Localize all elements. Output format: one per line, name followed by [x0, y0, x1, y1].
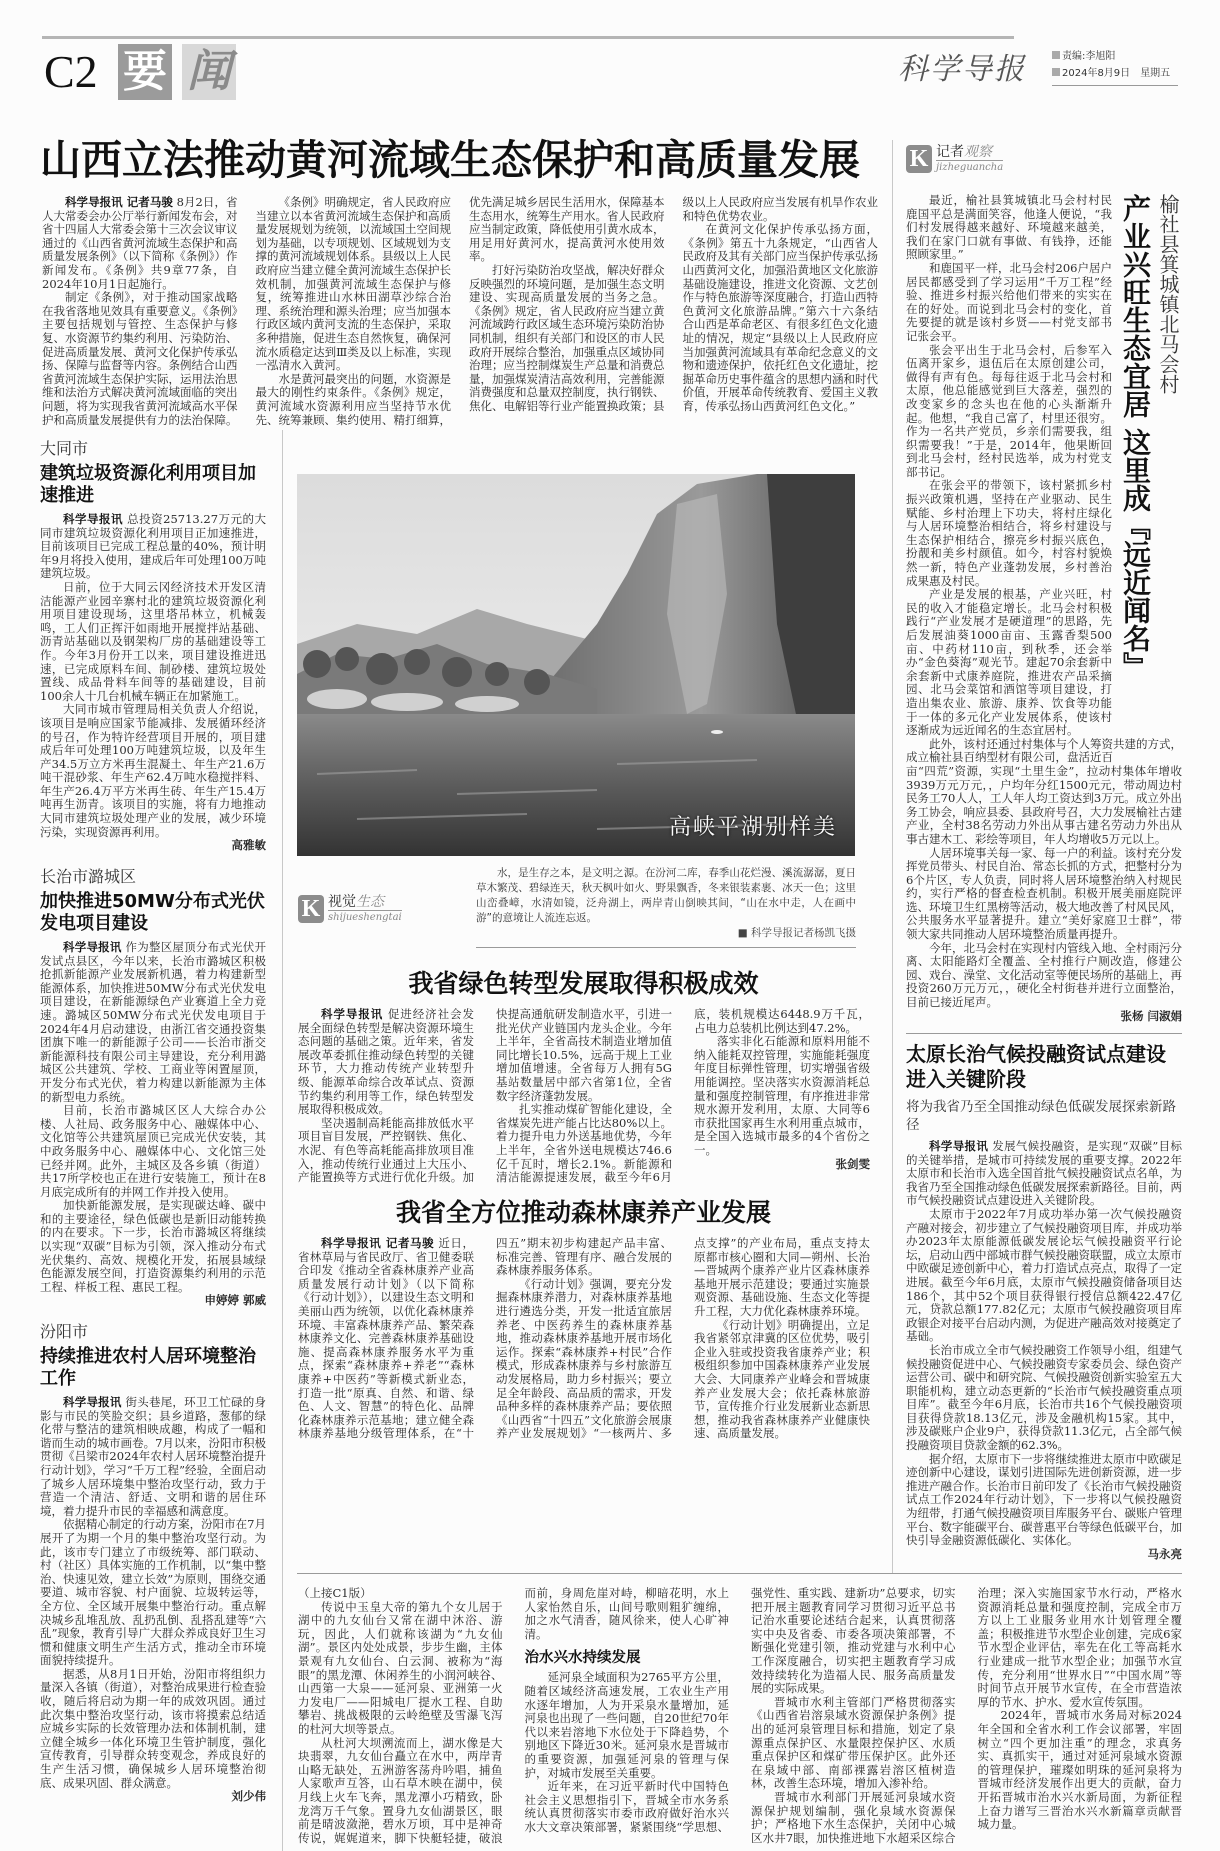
reporter-article	[906, 194, 1182, 1023]
section-rule	[297, 1573, 1182, 1574]
k-logo-icon: K	[298, 895, 324, 923]
lucheng-article-body	[40, 941, 266, 1308]
column-divider	[282, 430, 283, 1851]
section-rule	[906, 1033, 1182, 1034]
region-label: 长治市潞城区	[40, 867, 137, 886]
paragraph: 2024年，晋城市水务局对标2024年全国和全省水利工作会议部署，牢固树立“四个更加注重”的理念，求真务实、真抓实干，通过对延河泉域水资源的管理保护，璀璨如明珠的延河泉将为晋城市经济发展作出更大的贡献，奋力开拓晋城市治水兴水新局面，为新征程上奋力谱写三晋治水兴水新篇章贡献晋城力量。	[977, 1708, 1182, 1832]
reporter-headline-block	[1118, 194, 1182, 714]
page-number: C2	[44, 46, 98, 97]
masthead-logo: 科学导报	[898, 52, 1026, 87]
logo-pinyin: shijueshengtai	[328, 912, 402, 923]
issue-date: 2024年8月9日	[1062, 68, 1131, 79]
fenyang-article-body	[40, 1396, 266, 1804]
editor-line	[1052, 48, 1202, 65]
edition-info	[1052, 48, 1202, 86]
paragraph: 落实非化石能源和原料用能不纳入能耗双控管理，实施能耗强度年度目标弹性管理，切实增强省级用能调控。坚决落实水资源消耗总量和强度控制管理，有序推进非常规水源开发利用，太原、大同等6市获批国家再生水利用重点城市，是全国入选城市最多的4个省份之一。	[694, 1034, 870, 1157]
paragraph: 晋城市水利部门开展延河泉域水资源保护规划编制，强化泉域水资源保护；严格地下水生态保护，关闭中心城区水井7眼，加快推进地下水超采区综合治理；深入实施国家节水行动，严格水资源消耗总量和强度控制，完成全市万方以上工业服务业用水计划管理全覆盖；积极推进节水型企业创建，完成6家节水型企业评估，率先在化工等高耗水行业建成一批节水型企业；加强节水宣传，充分利用“世界水日”“中国水周”等时间节点开展节水宣传，在全市营造浓厚的节水、护水、爱水宣传氛围。	[751, 1586, 1182, 1845]
dateline: 科学导报讯	[63, 1395, 122, 1409]
paragraph: 坚决遏制高耗能高排放低水平项目盲目发展，严控钢铁、焦化、水泥、有色等高耗能高排放项目准入，推动传统行业通过上大压小、产能置换等方式进行优化升级。加快提高通航研发制造水平，引进一批光伏产业链国内龙头企业。今年上半年，全省高技术制造业增加值同比增长10.5%，远高于规上工业增加值增速。全省每万人拥有5G基站数量居中部六省第1位，全省数字经济蓬勃发展。	[298, 1007, 672, 1185]
paragraph: 加快新能源发展，是实现碳达峰、碳中和的主要途径，绿色低碳也是新旧动能转换的内在要求。下一步，长治市潞城区将继续以实现“双碳”目标为引领，深入推动分布式光伏集约、高效、规模化开发，拓展县域绿色能源发展空间，打造资源集约利用的示范工程、样板工程、惠民工程。	[40, 1198, 266, 1294]
k-logo-icon: K	[906, 145, 932, 173]
logo-title: 记者	[936, 144, 964, 160]
paragraph: 此外，该村还通过村集体与个人筹资共建的方式，成立榆社县百纳型材有限公司，盘活近百	[906, 736, 1182, 765]
byline: 马永亮	[1147, 1546, 1182, 1561]
paragraph: （上接C1版）	[298, 1586, 372, 1600]
lead-paragraph: 科学导报讯 总投资25713.27万元的大同市建筑垃圾资源化利用项目正加速推进，目前该项目已完成工程总量的40%，预计明年9月将投入使用，建成后年可处理100万吨建筑垃圾。	[40, 512, 267, 581]
paragraph: 《条例》明确规定，省人民政府应当建立以本省黄河流域生态保护和高质量发展规划为统领，以流域国土空间规划为基础，以专项规划、区域规划为支撑的黄河流域规划体系。县级以上人民政府应当建立健全黄河流域生态保护长效机制，加强黄河流域生态保护与修复，统筹推进山水林田湖草沙综合治理、系统治理和源头治理；应当加强本行政区域内黄河支流的生态保护，采取多种措施，促进生态自然恢复，确保河流水质稳定达到Ⅲ类及以上标准，实现一泓清水入黄河。	[255, 195, 451, 373]
reporter-article-body-lower	[906, 765, 1182, 1023]
green-article-headline: 我省绿色转型发展取得积极成效	[408, 969, 759, 998]
article-headline: 加快推进50MW分布式光伏发电项目建设	[40, 891, 265, 934]
lead-paragraph: 科学导报讯 发展气候投融资，是实现“双碳”目标的关键举措，是城市可持续发展的重要支撑。2022年太原市和长治市入选全国首批气候投融资试点名单，为我省乃至全国推动绿色低碳发展探索新路径。目前，两市气候投融资试点建设进入关键阶段。	[906, 1139, 1183, 1208]
dateline: 科学导报讯 记者马骏	[321, 1236, 435, 1250]
dateline: 科学导报讯	[321, 1007, 384, 1021]
date-line	[1052, 65, 1202, 82]
lead-paragraph: 科学导报讯 记者马骏 8月2日，省人大常委会办公厅举行新闻发布会，对省十四届人大常委会第十三次会议审议通过的《山西省黄河流域生态保护和高质量发展条例》（以下简称《条例》）作新闻发布。《条例》共9章77条，自2024年10月1日起施行。	[42, 195, 238, 291]
paragraph: 《行动计划》强调，要充分发掘森林康养潜力，对森林康养基地进行遴选分类，开发一批适宜旅居养老、中医药养生的森林康养基地，推动森林康养基地开展市场化运作。探索“森林康养+村民”合作模式，形成森林康养与乡村旅游互动发展格局，助力乡村振兴；要立足全年龄段、高品质的需求，开发品种多样的森林康养产品；要依照《山西省“十四五”文化旅游会展康养产业发展规划》“一核两片、多点支撑”的产业布局，重点支持太原都市核心圈和大同—朔州、长治—晋城两个康养产业片区森林康养基地开展示范建设；要通过实施景观资源、基础设施、生态文化等提升工程，大力优化森林康养环境。	[496, 1236, 870, 1441]
main-article-body	[42, 196, 878, 427]
main-headline: 山西立法推动黄河流域生态保护和高质量发展	[40, 136, 860, 184]
paragraph: 太原市于2022年7月成功举办第一次气候投融资产融对接会，初步建立了气候投融资项目库，并成功举办2023年太原能源低碳发展论坛气候投融资平行论坛，启动山西中部城市群气候投融资联盟，成立太原市中欧碳足迹创新中心，着力打造试点亮点，取得了一定进展。截至今年6月底，太原市气候投融资储备项目达186个，其中52个项目获得银行授信总额422.47亿元，贷款总额177.82亿元；太原市气候投融资项目库政银企对接平台启动内测，为促进产融高效对接奠定了基础。	[906, 1206, 1182, 1344]
continued-article-body	[298, 1587, 1182, 1845]
editor-name: 责编:李旭阳	[1062, 51, 1116, 62]
forest-article-body	[298, 1237, 870, 1441]
datong-article-body	[40, 513, 266, 853]
dateline: 科学导报讯	[63, 940, 122, 954]
caption-body: 水，是生存之本，是文明之源。在汾河二库，春季山花烂漫、溪流潺潺，夏日草木繁茂、碧绿连天，秋天枫叶如火、野果飘香，冬来银装素裹、冰天一色；这里山峦叠嶂，水清如镜，泛舟湖上，两岸青山倒映其间，“山在水中走，人在画中游”的意境让人流连忘返。	[476, 867, 856, 924]
logo-text	[936, 144, 1003, 174]
paragraph: 扎实推动煤矿智能化建设，全省煤炭先进产能占比达80%以上。着力提升电力外送基地优势，今年上半年，全省外送电规模达746.6亿千瓦时，增长2.1%。新能源和清洁能源提速发展，截至今年6月底，装机规模达6448.9万千瓦，占电力总装机比例达到47.2%。	[496, 1007, 870, 1185]
edition-rule	[1052, 85, 1178, 86]
paragraph: 和鹿国平一样，北马会村206户居户居民都感受到了学习运用“千万工程”经验、推进乡村振兴给他们带来的实实在在的好处。而说到北马会村的变化，首先要提的就是该村乡贤——村党支部书记张会平。	[906, 260, 1112, 343]
logo-text	[328, 894, 402, 924]
paragraph: 大同市城市管理局相关负责人介绍说，该项目是响应国家节能减排、发展循环经济的号召，作为特许经营项目开展的，项目建成后年可处理100万吨建筑垃圾，以及年生产34.5万立方米再生混凝土、年生产21.6万吨干混砂浆、年生产62.4万吨水稳搅拌料、年生产26.4万平方米再生砖、年生产15.4万吨再生沥青。该项目的实施，将有力地推动大同市建筑垃圾处理产业的发展，减少环境污染，实现资源再利用。	[40, 702, 266, 839]
paragraph: 水是黄河最突出的问题，水资源是最大的刚性约束条件。《条例》规定，黄河流域水资源利用应当坚持节水优先、统筹兼顾、集约使用、精打细算，优先满足城乡居民生活用水，保障基本生态用水，统筹生产用水。省人民政府应当制定政策，降低使用引黄水成本，用足用好黄河水，提高黄河水使用效率。	[255, 195, 665, 427]
logo-title: 视觉	[328, 894, 356, 910]
visual-ecology-logo	[298, 894, 402, 924]
climate-article-headline: 太原长治气候投融资试点建设进入关键阶段	[906, 1042, 1166, 1091]
byline: 高雅敏	[231, 838, 266, 853]
photo-caption-text	[476, 866, 856, 941]
paragraph: 产业是发展的根基，产业兴旺，村民的收入才能稳定增长。北马会村积极践行“产业发展才是硬道理”的思路，先后发展油葵1000亩亩、玉露香梨500亩、中药材110亩，到秋季，还会举办“金色葵海”观光节。建起70余套新中余套新中式康养庭院，推进农产品采摘园、北马会菜馆和酒馆等项目建设，打造出集农业、旅游、康养、饮食等功能于一体的多元化产业发展体系，使该村逐渐成为远近闻名的生态宜居村。	[906, 587, 1112, 738]
dateline: 科学导报讯 记者马骏	[65, 195, 173, 209]
paragraph: 据悉，从8月1日开始，汾阳市将组织力量深入各镇（街道），对整治成果进行检查验收，随后将启动为期一年的成效巩固。通过此次集中整治攻坚行动，该市将摸索总结适应城乡实际的长效管理办法和体制机制，建立健全城乡一体化环境卫生管护制度，强化宣传教育，引导群众转变观念，养成良好的生产生活习惯，确保城乡人居环境整治彻底、成果巩固、群众满意。	[40, 1666, 266, 1790]
paragraph: 最近，榆社县箕城镇北马会村村民鹿国平总是满面笑容，他逢人便说，“我们村发展得越来越好、环境越来越美，我们在家门口就有事做、有钱挣，还能照顾家里。”	[906, 193, 1112, 262]
paragraph: 目前，长治市潞城区区人大综合办公楼、人社局、政务服务中心、融媒体中心、文化馆等公共建筑屋顶已完成光伏安装，其中政务服务中心、融媒体中心、文化馆三处已经并网。此外，主城区及各乡镇（街道）共17所学校也正在进行安装施工，预计在8月底完成所有的并网工作并投入使用。	[40, 1103, 266, 1199]
green-article-body	[298, 1008, 870, 1185]
photo-caption-title: 高峡平湖别样美	[668, 815, 837, 840]
logo-title-script: 生态	[356, 894, 384, 910]
paragraph: 晋城市水利主管部门严格贯彻落实《山西省岩溶泉域水资源保护条例》提出的延河泉管理目标和措施，划定了泉源重点保护区、水量限控保护区、水质重点保护区和煤矿带压保护区。此外还在泉域中部、南部裸露岩溶区植树造林，改善生态环境，增加入渗补给。	[751, 1694, 956, 1791]
lead-paragraph: 科学导报讯 记者马骏 近日，省林草局与省民政厅、省卫健委联合印发《推动全省森林康养产业高质量发展行动计划》（以下简称《行动计划》），以建设生态文明和美丽山西为统领，以优化森林康养环境、丰富森林康养产品、繁荣森林康养文化、完善森林康养基础设施、提高森林康养服务水平为重点，探索“森林康养+养老”“森林康养+中医药”等新模式新业态，打造一批“原真、自然、和谐、绿色、人文、智慧”的特色化、品牌化森林康养示范基地；建立健全森林康养基地分级管理体系，在“十四五”期末初步构建起产品丰富、标准完善、管理有序、融合发展的森林康养服务体系。	[298, 1236, 672, 1441]
region-label: 汾阳市	[40, 1322, 89, 1341]
byline: 张剑雯	[835, 1156, 870, 1171]
dateline: 科学导报讯	[63, 512, 123, 526]
logo-pinyin: jizheguancha	[936, 162, 1004, 173]
section-label	[118, 44, 236, 100]
section-char-box: 闻	[182, 44, 236, 100]
region-label: 大同市	[40, 439, 89, 458]
forest-article-headline: 我省全方位推动森林康养产业发展	[395, 1198, 771, 1227]
lead-paragraph: 科学导报讯 街头巷尾，环卫工忙碌的身影与市民的笑脸交织；县乡道路，葱郁的绿化带与整洁的建筑相映成趣，构成了一幅和谐而生动的城市画卷。7月以来，汾阳市积极贯彻《吕梁市2024年农村人居环境整治提升行动计划》，学习“千万工程”经验，全面启动了城乡人居环境集中整治攻坚行动，致力于营造一个清洁、舒适、文明和谐的居住环境，着力提升市民的幸福感和满意度。	[40, 1395, 267, 1518]
byline: 刘少伟	[231, 1789, 266, 1804]
paragraph: 延河泉全域面积为2765平方公里，随着区域经济高速发展，工农业生产用水逐年增加，人为开采泉水量增加，延河泉也出现了一些问题，自20世纪70年代以来岩溶地下水位处于下降趋势，个别地区下降近30米。延河泉水是晋城市的重要资源，加强延河泉的管理与保护，对城市发展至关重要。	[524, 1670, 729, 1780]
section-char-box: 要	[118, 44, 172, 100]
reporter-vertical-headline: 产业兴旺生态宜居 这里成『远近闻名』	[1119, 194, 1152, 680]
byline: 申婷婷 郭威	[204, 1293, 266, 1308]
paragraph: 长治市成立全市气候投融资工作领导小组，组建气候投融资促进中心、气候投融资专家委员会、绿色资产运营公司、碳中和研究院、气候投融资创新实验室五大职能机构，建立动态更新的“长治市气候投融资重点项目库”。截至今年6月底，长治市共16个气候投融资项目获得贷款18.13亿元，涉及金融机构15家。其中，涉及碳账户企业9户，获得贷款11.3亿元，占全部气候投融资项目贷款金额的62.3%。	[906, 1342, 1182, 1453]
article-headline: 建筑垃圾资源化利用项目加速推进	[40, 463, 256, 506]
square-bullet-icon	[1052, 51, 1060, 59]
paragraph: 今年，北马会村在实现村内管线入地、全村雨污分离、太阳能路灯全覆盖、全村推行户厕改造，修建公园、戏台、澡堂、文化活动室等便民场所的基础上，再投资260万元万元，，硬化全村街巷并进行立面整治，目前已接近尾声。	[906, 940, 1182, 1010]
subheading: 治水兴水持续发展	[524, 1650, 641, 1667]
reporter-vertical-subtitle: 榆社县箕城镇北马会村	[1156, 194, 1180, 394]
reporter-column-logo	[906, 144, 1003, 174]
byline: 张杨 闫淑娟	[1120, 1008, 1182, 1023]
paragraph: 依据精心制定的行动方案，汾阳市在7月展开了为期一个月的集中整治攻坚行动。为此，该市专门建立了市级统筹、部门联动、村（社区）具体实施的工作机制，以“集中整治、快速见效，建立长效”为原则，围绕交通要道、城市容貌、村户面貌、垃圾转运等，全方位、全区域开展集中整治行动。重点解决城乡乱堆乱放、乱扔乱倒、乱搭乱建等“六乱”现象，教育引导广大群众养成良好卫生习惯和健康文明生产生活方式，推动全市环境面貌持续提升。	[40, 1517, 266, 1668]
paragraph: 打好污染防治攻坚战，解决好群众反映强烈的环境问题，是加强生态文明建设、实现高质量发展的当务之急。《条例》规定，省人民政府应当建立黄河流域跨行政区域生态环境污染防治协同机制，组织有关部门和设区的市人民政府开展综合整治，加强重点区域协同治理；应当控制煤炭生产总量和消费总量，加强煤炭清洁高效利用，完善能源消费强度和总量双控制度，执行钢铁、焦化、电解铝等行业产能置换政策；县级以上人民政府应当发展有机旱作农业和特色优势农业。	[469, 195, 878, 413]
lead-paragraph: 科学导报讯 促进经济社会发展全面绿色转型是解决资源环境生态问题的基础之策。近年来，省发展改革委抓住推动绿色转型的关键环节，大力推动传统产业转型升级、能源革命综合改革试点、资源节约集约利用等工作，绿色转型发展取得积极成效。	[298, 1007, 475, 1117]
paragraph: 亩“四荒”资源，实现“土里生金”，拉动村集体年增收3939万元万元，，户均年分红1500元元，带动周边村民务工70人人，工人年人均工资达到3万元。成立外出务工协会，响应县委、县政府号召，大力发展榆社古建产业，全村38名劳动力外出从事古建名劳动力外出从事古建木工、彩绘等项目，年人均增收5万元以上。	[906, 763, 1182, 846]
landscape-photo	[297, 474, 855, 856]
paragraph: 近年来，在习近平新时代中国特色社会主义思想指引下，晋城全市水务系统认真贯彻落实市委市政府做好治水兴水大文章决策部署，紧紧围绕“学思想、强党性、重实践、建新功”总要求，切实把开展主题教育同学习贯彻习近平总书记治水重要论述结合起来，认真贯彻落实中央及省委、市委各项决策部署，不断强化党建引领，推动党建与水利中心工作深度融合，切实把主题教育学习成效持续转化为造福人民、服务高质量发展的实际成果。	[524, 1586, 956, 1834]
paragraph: 制定《条例》，对于推动国家战略在我省落地见效具有重要意义。《条例》主要包括规划与管控、生态保护与修复、水资源节约集约利用、污染防治、促进高质量发展、黄河文化保护传承弘扬、保障与监督等内容。条例结合山西省黄河流域生态保护实际，运用法治思维和法治方式解决黄河流域面临的突出问题，将为实现我省黄河流域高水平保护和高质量发展提供有力的法治保障。	[42, 290, 238, 427]
paragraph: 《行动计划》明确提出，立足我省紧邻京津冀的区位优势，吸引企业入驻或投资我省康养产业；积极组织参加中国森林康养产业发展大会、大同康养产业峰会和晋城康养产业发展大会；依托森林旅游节，宣传推介行业发展新业态新思想，推动我省森林康养产业健康快速、高质量发展。	[694, 1317, 870, 1441]
paragraph: 在黄河文化保护传承弘扬方面，《条例》第五十九条规定，“山西省人民政府及其有关部门应当保护传承弘扬山西黄河文化，加强沿黄地区文化旅游基础设施建设，推进文化资源、文艺创作与特色旅游等深度融合，打造山西特色黄河文化旅游品牌。”第六十六条结合山西是革命老区、有很多红色文化遗址的情况，规定“县级以上人民政府应当加强黄河流域具有革命纪念意义的文物和遗迹保护，依托红色文化遗址，挖掘革命历史事件蕴含的思想内涵和时代价值，开展革命传统教育、爱国主义教育，传承弘扬山西黄河红色文化。”	[682, 222, 878, 413]
paragraph: 据介绍，太原市下一步将继续推进太原市中欧碳足迹创新中心建设，谋划引进国际先进创新资源，进一步推进产融合作。长治市日前印发了《长治市气候投融资试点工作2024年行动计划》，下一步将以气候投融资为纽带，打通气候投融资项目库服务平台、碳账户管理平台、数字能碳平台、碳普惠平台等绿色低碳平台，加快引导金融资源低碳化、实体化。	[906, 1451, 1182, 1548]
paragraph: 传说中玉皇大帝的第九个女儿居于湖中的九女仙台又常在湖中沐浴、游玩，因此，人们就称该湖为“九女仙湖”。景区内处处成景，步步生幽，主体景观有九女仙台、白云洞、被称为“海眼”的黑龙潭、休闲养生的小润河峡谷、山西第一大泉——延河泉、亚洲第一火力发电厂——阳城电厂提水工程、自助攀岩、挑战极限的云岭绝壁及雪瀑飞泻的杜河大坝等景点。	[298, 1599, 503, 1736]
lake-gorge-image	[297, 474, 855, 856]
climate-article-body	[906, 1140, 1182, 1561]
square-bullet-icon	[1052, 68, 1060, 76]
issue-weekday: 星期五	[1140, 68, 1171, 79]
paragraph: 张会平出生于北马会村，后参军入伍离开家乡，退伍后在太原创建公司，做得有声有色。每每往返于北马会村和太原，他总能感觉到巨大落差，强烈的改变家乡的念头也在他的心头渐渐升起。他想，“我自己富了，村里还很穷。作为一名共产党员，乡亲们需要我，组织需要我！”于是，2014年，他果断回到北马会村，经村民选举，成为村党支部书记。	[906, 342, 1112, 479]
paragraph: 在张会平的带领下，该村紧抓乡村振兴政策机遇，坚持在产业驱动、民生赋能、乡村治理上下功夫，将村庄绿化与人居环境整治相结合，将乡村建设与生态保护相结合，擦亮乡村振兴底色，扮靓和美乡村颜值。如今，村容村貌焕然一新，特色产业蓬勃发展，乡村善治成果惠及村民。	[906, 478, 1112, 588]
column-divider	[892, 140, 893, 1574]
photo-credit: ■ 科学导报记者杨凯飞摄	[737, 927, 856, 939]
dateline: 科学导报讯	[929, 1139, 989, 1153]
paragraph: 从杜河大坝溯流而上，湖水像是大块翡翠，九女仙台矗立在水中，两岸青山略无缺处，五洲游客荡舟吟唱，捕鱼人家歌声互答，山石草木映在湖中，侯月线上火车飞奔，黑龙潭小巧精致，卧龙湾万千气象。置身九女仙湖景区，眼前是晴波潋滟，碧水万顷，耳中是神奇传说，娓娓道来，脚下快艇轻捷，破浪而前，身周危崖对峙，柳暗花明，水上人家怡然自乐，山间号歌则粗犷缠绵，加之水气清香，随风徐来，使人心旷神清。	[298, 1586, 729, 1845]
logo-title-script: 观察	[964, 144, 992, 160]
article-headline: 持续推进农村人居环境整治工作	[40, 1346, 256, 1389]
paragraph: 人居环境事关每一家、每一户的利益。该村充分发挥党员带头、村民自治、常态长抓的方式，把整村分为6个片区，专人负责，同时将人居环境整治纳入村规民约，实行严格的督查检查机制。积极开展美丽庭院评选、环境卫生红黑榜等活动，极大地改善了村风民风，公共服务水平显著提升。建立“美好家庭卫士群”，带领大家共同推动人居环境整治质量再提升。	[906, 845, 1182, 942]
caption-rule	[476, 947, 856, 948]
top-rule	[42, 36, 1014, 39]
paragraph: 日前，位于大同云冈经济技术开发区清洁能源产业园辛寨村北的建筑垃圾资源化利用项目建设现场，这里塔吊林立，机械轰鸣，工人们正挥汗如雨地开展搅拌站基础、沥青站基础以及钢架构厂房的基础建设等工作。今年3月份开工以来，项目建设推进迅速，已完成原料车间、制砂楼、建筑垃圾处置线、成品骨料车间等的基础建设，目前100余人十几台机械车辆正在加紧施工。	[40, 579, 266, 703]
lead-paragraph: 科学导报讯 作为整区屋顶分布式光伏开发试点县区，今年以来，长治市潞城区积极抢抓新能源产业发展新机遇，着力构建新型能源体系，加快推进50MW分布式光伏发电项目建设，在新能源绿色产业赛道上全力竞速。潞城区50MW分布式光伏发电项目于2024年4月启动建设，由浙江省交通投资集团旗下唯一的新能源子公司——长治市浙交新能源科技有限公司主导建设，充分利用潞城区公共建筑、学校、工商业等闲置屋顶，开发分布式光伏，着力构建以新能源为主体的新型电力系统。	[40, 940, 267, 1104]
climate-article-subtitle: 将为我省乃至全国推动绿色低碳发展探索新路径	[906, 1099, 1176, 1133]
